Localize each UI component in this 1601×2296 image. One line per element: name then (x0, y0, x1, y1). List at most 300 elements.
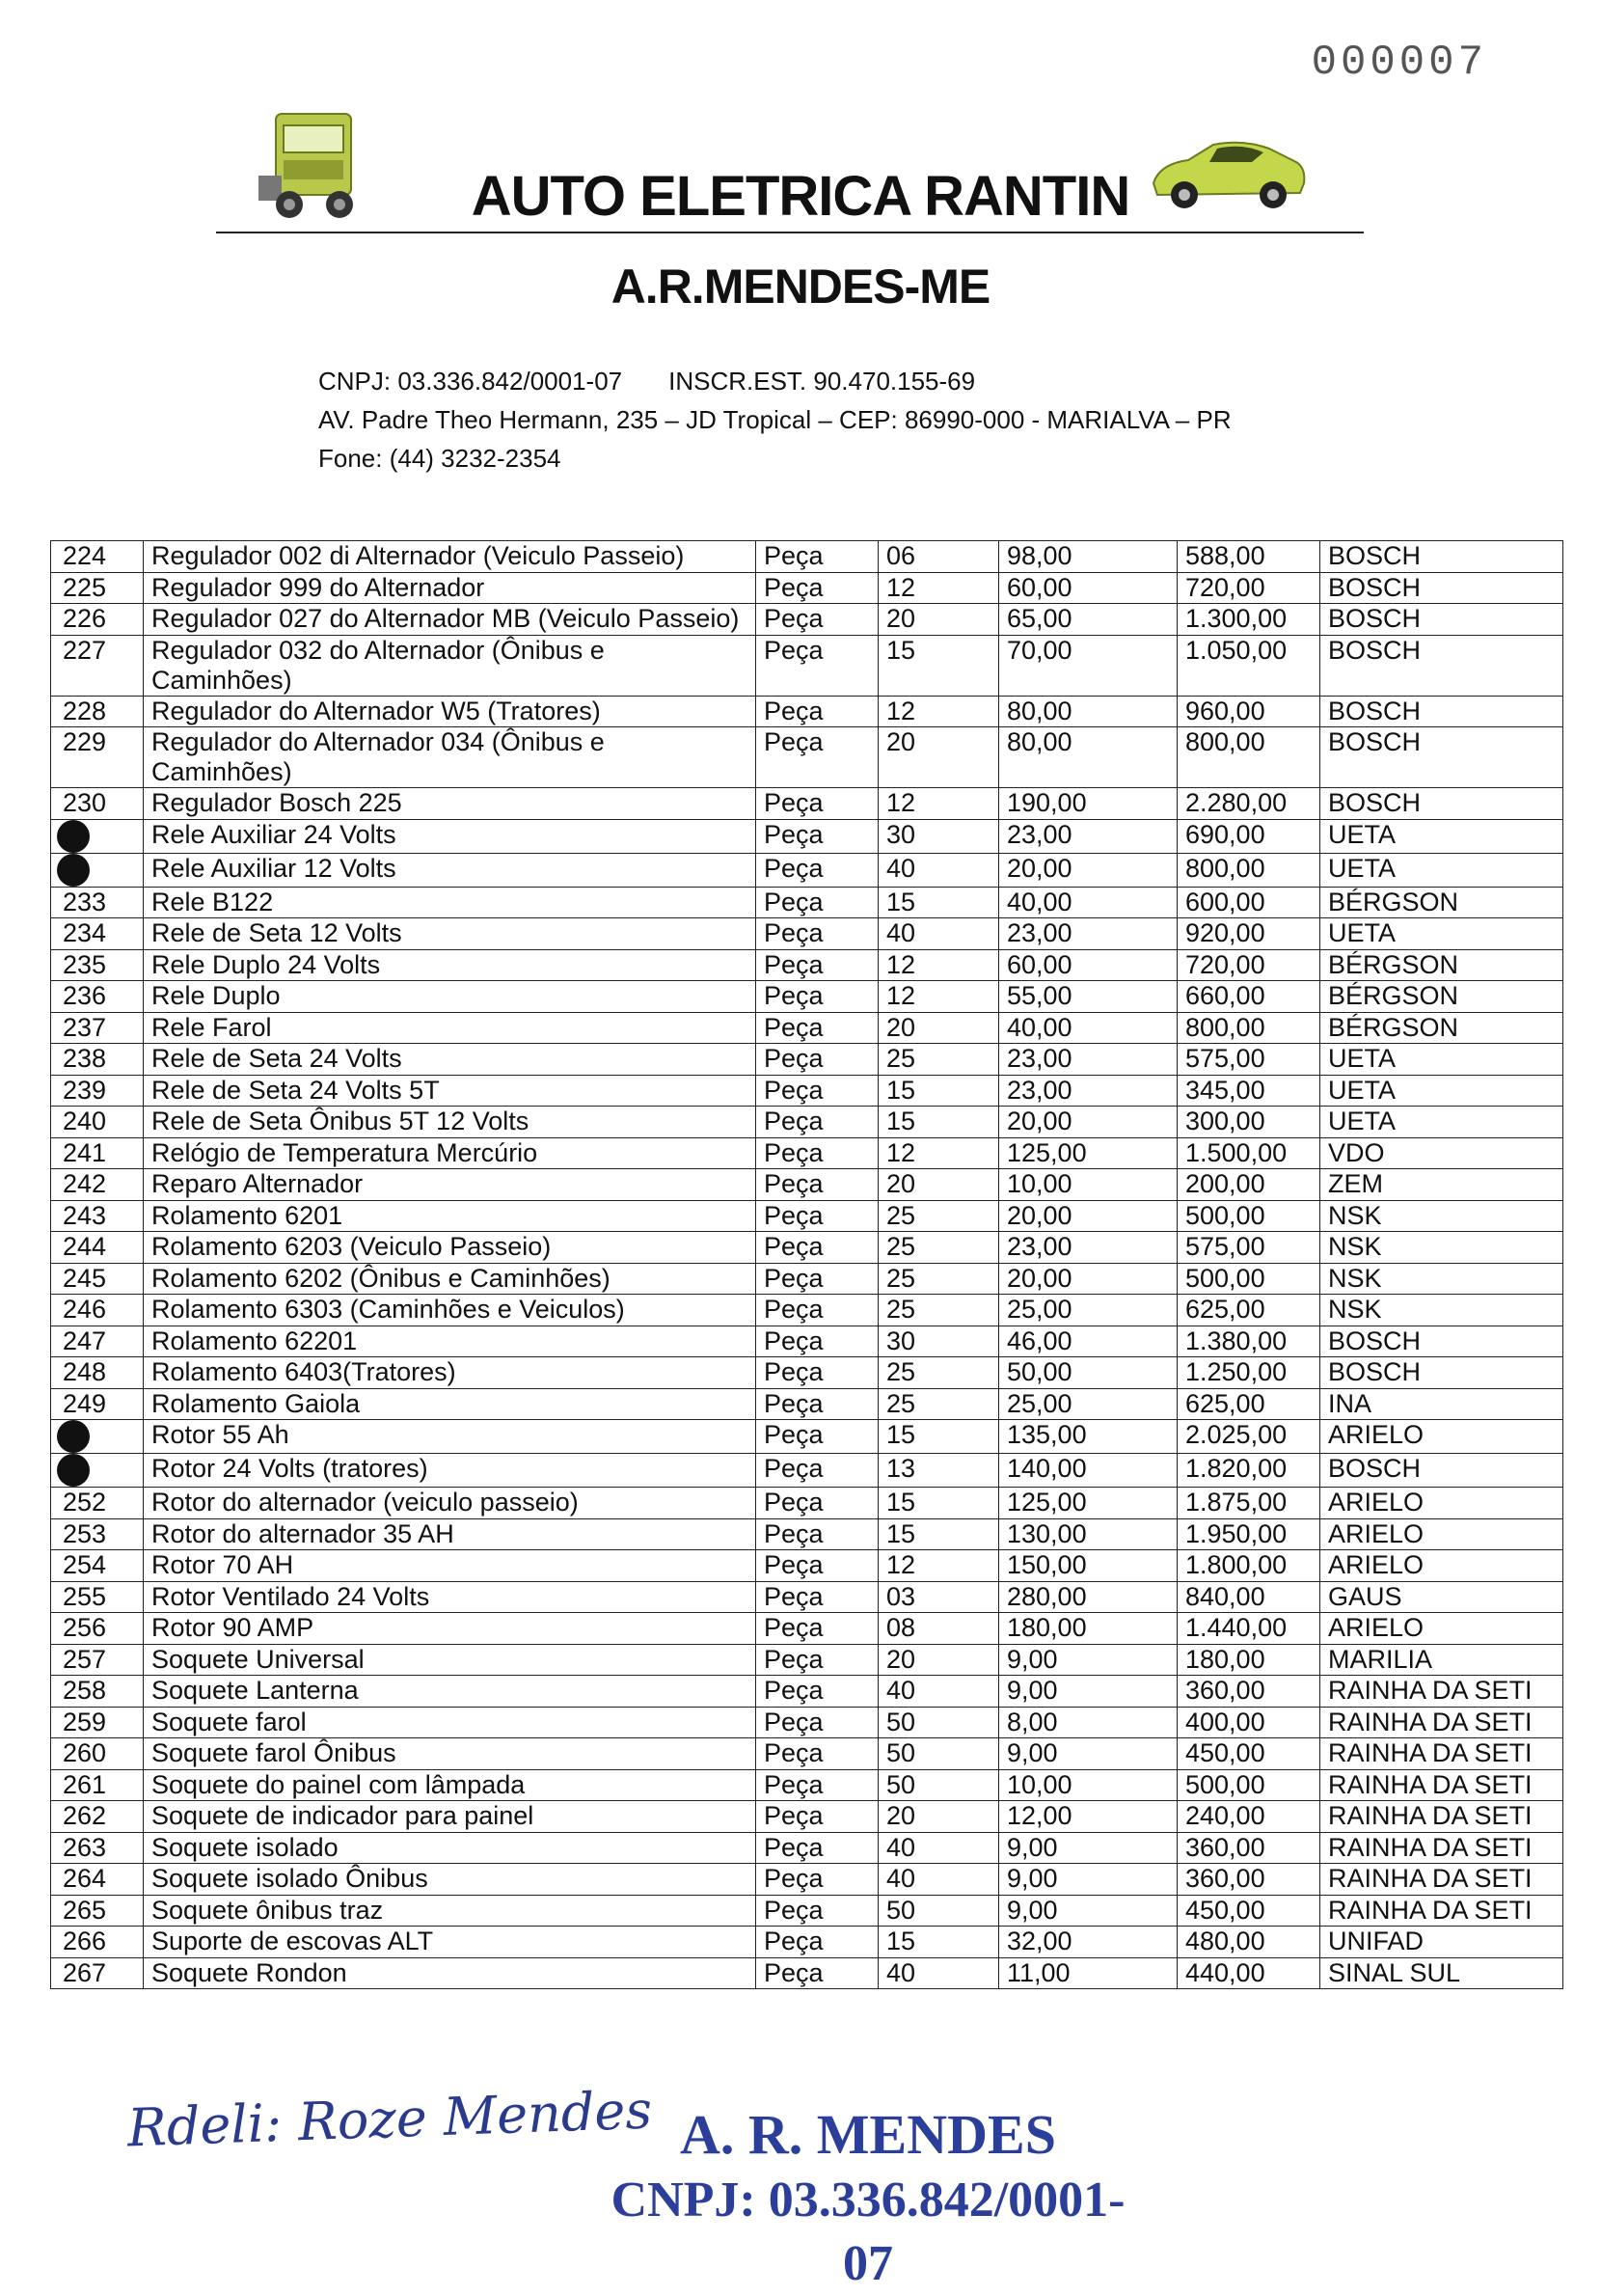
cell-code: 240 (51, 1107, 144, 1138)
cell-code: 261 (51, 1769, 144, 1801)
cell-desc: Rele de Seta 24 Volts (144, 1044, 756, 1076)
header-divider (216, 232, 1364, 233)
cell-qty: 12 (879, 788, 999, 820)
cell-desc: Rele de Seta Ônibus 5T 12 Volts (144, 1107, 756, 1138)
cell-qty: 20 (879, 1801, 999, 1833)
cell-price: 70,00 (999, 635, 1178, 696)
cell-code: 245 (51, 1263, 144, 1295)
cell-brand: BOSCH (1320, 696, 1563, 727)
cell-total: 920,00 (1178, 918, 1320, 950)
cell-unit: Peça (756, 604, 879, 636)
cell-brand: NSK (1320, 1232, 1563, 1264)
cell-qty: 15 (879, 1107, 999, 1138)
table-row (51, 788, 1563, 820)
phone: Fone: (44) 3232-2354 (318, 444, 561, 473)
cell-total: 840,00 (1178, 1581, 1320, 1613)
cell-unit: Peça (756, 1895, 879, 1927)
table-row (51, 572, 1563, 604)
cell-total: 800,00 (1178, 853, 1320, 887)
cell-brand: RAINHA DA SETI (1320, 1738, 1563, 1770)
cell-unit: Peça (756, 1012, 879, 1044)
cell-qty: 03 (879, 1581, 999, 1613)
table-row (51, 1769, 1563, 1801)
table-row (51, 635, 1563, 696)
cell-brand: BOSCH (1320, 1454, 1563, 1488)
cell-desc: Soquete do painel com lâmpada (144, 1769, 756, 1801)
cell-desc: Rolamento 6201 (144, 1200, 756, 1232)
cell-code: 233 (51, 887, 144, 918)
cell-qty: 12 (879, 696, 999, 727)
cell-qty: 25 (879, 1388, 999, 1420)
table-row (51, 1075, 1563, 1107)
cell-unit: Peça (756, 1263, 879, 1295)
cell-desc: Rolamento 6203 (Veiculo Passeio) (144, 1232, 756, 1264)
cell-code: 228 (51, 696, 144, 727)
cell-brand: RAINHA DA SETI (1320, 1769, 1563, 1801)
cell-price: 9,00 (999, 1676, 1178, 1708)
table-row (51, 1550, 1563, 1582)
table-row (51, 1232, 1563, 1264)
cell-total: 575,00 (1178, 1232, 1320, 1264)
cell-desc: Regulador 002 di Alternador (Veiculo Passeio) (144, 541, 756, 573)
cell-total: 1.380,00 (1178, 1326, 1320, 1357)
cell-unit: Peça (756, 1769, 879, 1801)
cell-unit: Peça (756, 635, 879, 696)
cell-desc: Rolamento 6303 (Caminhões e Veiculos) (144, 1295, 756, 1326)
cell-desc: Regulador Bosch 225 (144, 788, 756, 820)
cell-price: 150,00 (999, 1550, 1178, 1582)
cell-code: 256 (51, 1613, 144, 1645)
cell-qty: 30 (879, 1326, 999, 1357)
cell-qty: 15 (879, 887, 999, 918)
cell-price: 140,00 (999, 1454, 1178, 1488)
cell-total: 960,00 (1178, 696, 1320, 727)
cell-price: 40,00 (999, 887, 1178, 918)
cell-code: 242 (51, 1169, 144, 1201)
cell-qty: 15 (879, 1075, 999, 1107)
cell-unit: Peça (756, 981, 879, 1013)
cell-price: 46,00 (999, 1326, 1178, 1357)
cell-price: 20,00 (999, 1263, 1178, 1295)
table-row (51, 1107, 1563, 1138)
cell-total: 1.050,00 (1178, 635, 1320, 696)
cell-total: 1.250,00 (1178, 1357, 1320, 1389)
cell-desc: Rotor do alternador (veiculo passeio) (144, 1488, 756, 1519)
cell-qty: 15 (879, 1927, 999, 1958)
cell-price: 50,00 (999, 1357, 1178, 1389)
cell-desc: Regulador 032 do Alternador (Ônibus e Caminhões) (144, 635, 756, 696)
cell-price: 10,00 (999, 1169, 1178, 1201)
cell-qty: 25 (879, 1200, 999, 1232)
punch-hole-mark (57, 854, 90, 887)
cell-qty: 25 (879, 1044, 999, 1076)
table-row (51, 727, 1563, 788)
cell-desc: Soquete Universal (144, 1644, 756, 1676)
cell-total: 1.875,00 (1178, 1488, 1320, 1519)
cell-unit: Peça (756, 1388, 879, 1420)
cell-desc: Relógio de Temperatura Mercúrio (144, 1137, 756, 1169)
cell-desc: Rotor 90 AMP (144, 1613, 756, 1645)
cell-total: 800,00 (1178, 727, 1320, 788)
cell-qty: 20 (879, 1012, 999, 1044)
cell-total: 575,00 (1178, 1044, 1320, 1076)
cell-total: 720,00 (1178, 572, 1320, 604)
cell-brand: UETA (1320, 1044, 1563, 1076)
cell-qty: 25 (879, 1357, 999, 1389)
cell-price: 125,00 (999, 1137, 1178, 1169)
cell-brand: BÉRGSON (1320, 981, 1563, 1013)
legal-name: A.R.MENDES-ME (611, 260, 990, 314)
table-row (51, 1388, 1563, 1420)
cell-unit: Peça (756, 572, 879, 604)
cell-price: 130,00 (999, 1518, 1178, 1550)
cell-brand: ARIELO (1320, 1488, 1563, 1519)
cell-price: 32,00 (999, 1927, 1178, 1958)
cell-desc: Rele de Seta 24 Volts 5T (144, 1075, 756, 1107)
cell-unit: Peça (756, 696, 879, 727)
cell-code: 252 (51, 1488, 144, 1519)
cell-price: 9,00 (999, 1644, 1178, 1676)
table-row (51, 1676, 1563, 1708)
cell-unit: Peça (756, 1707, 879, 1738)
table-body (51, 541, 1563, 1989)
cell-qty: 50 (879, 1738, 999, 1770)
cell-unit: Peça (756, 1864, 879, 1896)
table-row (51, 1044, 1563, 1076)
cell-price: 98,00 (999, 541, 1178, 573)
cell-unit: Peça (756, 1454, 879, 1488)
cell-price: 135,00 (999, 1420, 1178, 1454)
cell-price: 25,00 (999, 1388, 1178, 1420)
cell-brand: RAINHA DA SETI (1320, 1676, 1563, 1708)
cell-qty: 20 (879, 1644, 999, 1676)
cell-desc: Reparo Alternador (144, 1169, 756, 1201)
table-row (51, 949, 1563, 981)
cell-total: 625,00 (1178, 1388, 1320, 1420)
cell-qty: 20 (879, 604, 999, 636)
punch-hole-mark (57, 1420, 90, 1453)
cell-code: 257 (51, 1644, 144, 1676)
cell-code: 243 (51, 1200, 144, 1232)
cell-unit: Peça (756, 1488, 879, 1519)
cell-unit: Peça (756, 1169, 879, 1201)
cell-qty: 50 (879, 1769, 999, 1801)
cell-desc: Soquete Lanterna (144, 1676, 756, 1708)
cell-qty: 12 (879, 981, 999, 1013)
cell-price: 9,00 (999, 1864, 1178, 1896)
cnpj: CNPJ: 03.336.842/0001-07 (318, 367, 623, 396)
cell-brand: BOSCH (1320, 1326, 1563, 1357)
cell-total: 480,00 (1178, 1927, 1320, 1958)
cell-desc: Regulador 027 do Alternador MB (Veiculo Passeio) (144, 604, 756, 636)
table-row (51, 918, 1563, 950)
cell-code: 264 (51, 1864, 144, 1896)
cell-total: 450,00 (1178, 1895, 1320, 1927)
cell-desc: Rele Auxiliar 24 Volts (144, 819, 756, 853)
cell-unit: Peça (756, 1107, 879, 1138)
table-row (51, 604, 1563, 636)
cell-unit: Peça (756, 1295, 879, 1326)
cell-code: 226 (51, 604, 144, 636)
cell-price: 11,00 (999, 1957, 1178, 1989)
cell-desc: Soquete ônibus traz (144, 1895, 756, 1927)
table-row (51, 1957, 1563, 1989)
cell-brand: RAINHA DA SETI (1320, 1832, 1563, 1864)
cell-desc: Rolamento 62201 (144, 1326, 756, 1357)
cell-total: 2.280,00 (1178, 788, 1320, 820)
cell-brand: ARIELO (1320, 1613, 1563, 1645)
cell-total: 360,00 (1178, 1676, 1320, 1708)
cell-desc: Soquete Rondon (144, 1957, 756, 1989)
cell-qty: 06 (879, 541, 999, 573)
cell-price: 8,00 (999, 1707, 1178, 1738)
cell-qty: 30 (879, 819, 999, 853)
cell-price: 65,00 (999, 604, 1178, 636)
cell-code: 239 (51, 1075, 144, 1107)
cell-code: 259 (51, 1707, 144, 1738)
cell-qty: 40 (879, 1957, 999, 1989)
cell-price: 9,00 (999, 1738, 1178, 1770)
cell-desc: Rotor 70 AH (144, 1550, 756, 1582)
cell-brand: RAINHA DA SETI (1320, 1895, 1563, 1927)
cell-total: 625,00 (1178, 1295, 1320, 1326)
table-row (51, 541, 1563, 573)
cell-price: 23,00 (999, 1044, 1178, 1076)
cell-brand: BÉRGSON (1320, 1012, 1563, 1044)
cell-code (51, 1420, 144, 1454)
cell-total: 588,00 (1178, 541, 1320, 573)
cell-total: 720,00 (1178, 949, 1320, 981)
cell-total: 345,00 (1178, 1075, 1320, 1107)
cell-brand: ARIELO (1320, 1420, 1563, 1454)
cell-brand: MARILIA (1320, 1644, 1563, 1676)
cell-desc: Rele de Seta 12 Volts (144, 918, 756, 950)
cell-code: 254 (51, 1550, 144, 1582)
cell-desc: Rotor 24 Volts (tratores) (144, 1454, 756, 1488)
cell-total: 1.820,00 (1178, 1454, 1320, 1488)
cell-brand: BOSCH (1320, 572, 1563, 604)
cell-price: 20,00 (999, 853, 1178, 887)
cell-code: 241 (51, 1137, 144, 1169)
cell-brand: ZEM (1320, 1169, 1563, 1201)
cell-brand: UETA (1320, 918, 1563, 950)
cell-desc: Soquete de indicador para painel (144, 1801, 756, 1833)
cell-code: 224 (51, 541, 144, 573)
cell-total: 300,00 (1178, 1107, 1320, 1138)
cell-unit: Peça (756, 1644, 879, 1676)
cell-qty: 20 (879, 727, 999, 788)
cell-total: 360,00 (1178, 1832, 1320, 1864)
cell-qty: 12 (879, 1137, 999, 1169)
cell-total: 600,00 (1178, 887, 1320, 918)
cell-price: 10,00 (999, 1769, 1178, 1801)
cell-price: 23,00 (999, 819, 1178, 853)
cell-unit: Peça (756, 1420, 879, 1454)
cell-price: 20,00 (999, 1107, 1178, 1138)
table-row (51, 1801, 1563, 1833)
cell-total: 440,00 (1178, 1957, 1320, 1989)
cell-unit: Peça (756, 1676, 879, 1708)
cell-desc: Rele Auxiliar 12 Volts (144, 853, 756, 887)
cell-code: 253 (51, 1518, 144, 1550)
cell-unit: Peça (756, 1550, 879, 1582)
cell-unit: Peça (756, 788, 879, 820)
cell-desc: Soquete farol (144, 1707, 756, 1738)
cell-desc: Rele Duplo (144, 981, 756, 1013)
cell-unit: Peça (756, 887, 879, 918)
cell-unit: Peça (756, 1957, 879, 1989)
cell-price: 60,00 (999, 949, 1178, 981)
cell-price: 280,00 (999, 1581, 1178, 1613)
cell-total: 1.500,00 (1178, 1137, 1320, 1169)
cell-qty: 40 (879, 1832, 999, 1864)
table-row (51, 1420, 1563, 1454)
cell-code: 260 (51, 1738, 144, 1770)
punch-hole-mark (57, 820, 90, 853)
cell-price: 60,00 (999, 572, 1178, 604)
company-stamp (598, 2101, 1138, 2296)
cell-desc: Rolamento Gaiola (144, 1388, 756, 1420)
table-row (51, 1832, 1563, 1864)
cell-price: 190,00 (999, 788, 1178, 820)
cell-brand: RAINHA DA SETI (1320, 1707, 1563, 1738)
cell-brand: BOSCH (1320, 788, 1563, 820)
cell-unit: Peça (756, 1581, 879, 1613)
cell-total: 450,00 (1178, 1738, 1320, 1770)
cell-code: 236 (51, 981, 144, 1013)
cell-code: 244 (51, 1232, 144, 1264)
table-row (51, 696, 1563, 727)
cell-unit: Peça (756, 541, 879, 573)
cell-brand: BOSCH (1320, 727, 1563, 788)
cell-brand: UETA (1320, 1107, 1563, 1138)
cell-total: 360,00 (1178, 1864, 1320, 1896)
cell-qty: 15 (879, 1420, 999, 1454)
cell-desc: Rolamento 6202 (Ônibus e Caminhões) (144, 1263, 756, 1295)
cell-price: 23,00 (999, 1232, 1178, 1264)
cell-qty: 15 (879, 635, 999, 696)
cell-desc: Regulador do Alternador 034 (Ônibus e Caminhões) (144, 727, 756, 788)
table-row (51, 981, 1563, 1013)
cell-desc: Soquete isolado Ônibus (144, 1864, 756, 1896)
cell-brand: NSK (1320, 1263, 1563, 1295)
cell-brand: BÉRGSON (1320, 887, 1563, 918)
table-row (51, 1644, 1563, 1676)
address: AV. Padre Theo Hermann, 235 – JD Tropical – CEP: 86990-000 - MARIALVA – PR (318, 405, 1232, 434)
cell-brand: BOSCH (1320, 1357, 1563, 1389)
price-table (50, 540, 1563, 1989)
cell-total: 400,00 (1178, 1707, 1320, 1738)
cell-total: 500,00 (1178, 1200, 1320, 1232)
cell-unit: Peça (756, 1357, 879, 1389)
table-row (51, 1488, 1563, 1519)
cell-qty: 25 (879, 1232, 999, 1264)
cell-price: 80,00 (999, 696, 1178, 727)
cell-brand: RAINHA DA SETI (1320, 1801, 1563, 1833)
cell-total: 2.025,00 (1178, 1420, 1320, 1454)
cell-brand: BOSCH (1320, 604, 1563, 636)
table-row (51, 1169, 1563, 1201)
cell-code (51, 853, 144, 887)
cell-brand: UNIFAD (1320, 1927, 1563, 1958)
cell-brand: INA (1320, 1388, 1563, 1420)
cell-qty: 20 (879, 1169, 999, 1201)
cell-qty: 50 (879, 1707, 999, 1738)
cell-price: 25,00 (999, 1295, 1178, 1326)
cell-desc: Soquete isolado (144, 1832, 756, 1864)
table-row (51, 1613, 1563, 1645)
cell-code: 247 (51, 1326, 144, 1357)
table-row (51, 1895, 1563, 1927)
cell-price: 55,00 (999, 981, 1178, 1013)
cell-qty: 40 (879, 1864, 999, 1896)
table-row (51, 1295, 1563, 1326)
cell-brand: SINAL SUL (1320, 1957, 1563, 1989)
cell-brand: GAUS (1320, 1581, 1563, 1613)
cell-code: 248 (51, 1357, 144, 1389)
cell-qty: 25 (879, 1295, 999, 1326)
cell-unit: Peça (756, 1613, 879, 1645)
cell-price: 9,00 (999, 1895, 1178, 1927)
cell-qty: 25 (879, 1263, 999, 1295)
cell-total: 500,00 (1178, 1769, 1320, 1801)
cell-unit: Peça (756, 1137, 879, 1169)
cell-unit: Peça (756, 727, 879, 788)
cell-total: 660,00 (1178, 981, 1320, 1013)
cell-unit: Peça (756, 1518, 879, 1550)
cell-qty: 12 (879, 949, 999, 981)
cell-code: 230 (51, 788, 144, 820)
cell-unit: Peça (756, 1927, 879, 1958)
cell-brand: BÉRGSON (1320, 949, 1563, 981)
cell-qty: 12 (879, 572, 999, 604)
cell-total: 690,00 (1178, 819, 1320, 853)
table-row (51, 819, 1563, 853)
table-row (51, 1927, 1563, 1958)
cell-brand: UETA (1320, 1075, 1563, 1107)
table-row (51, 1864, 1563, 1896)
cell-brand: NSK (1320, 1295, 1563, 1326)
cell-unit: Peça (756, 1801, 879, 1833)
cell-price: 125,00 (999, 1488, 1178, 1519)
table-row (51, 1738, 1563, 1770)
cell-qty: 50 (879, 1895, 999, 1927)
cell-code: 249 (51, 1388, 144, 1420)
cell-unit: Peça (756, 1326, 879, 1357)
cell-qty: 08 (879, 1613, 999, 1645)
cell-code (51, 819, 144, 853)
cell-desc: Suporte de escovas ALT (144, 1927, 756, 1958)
cell-qty: 40 (879, 853, 999, 887)
table-row (51, 1200, 1563, 1232)
cell-code: 263 (51, 1832, 144, 1864)
cell-desc: Regulador 999 do Alternador (144, 572, 756, 604)
cell-qty: 12 (879, 1550, 999, 1582)
cell-code: 238 (51, 1044, 144, 1076)
table-row (51, 1581, 1563, 1613)
cell-brand: VDO (1320, 1137, 1563, 1169)
table-row (51, 887, 1563, 918)
cell-desc: Rotor do alternador 35 AH (144, 1518, 756, 1550)
cell-unit: Peça (756, 1200, 879, 1232)
cell-unit: Peça (756, 1832, 879, 1864)
table-row (51, 1357, 1563, 1389)
cell-total: 200,00 (1178, 1169, 1320, 1201)
cell-unit: Peça (756, 1232, 879, 1264)
cell-unit: Peça (756, 1075, 879, 1107)
stamp-name: A. R. MENDES (680, 2103, 1056, 2166)
table-row (51, 1012, 1563, 1044)
